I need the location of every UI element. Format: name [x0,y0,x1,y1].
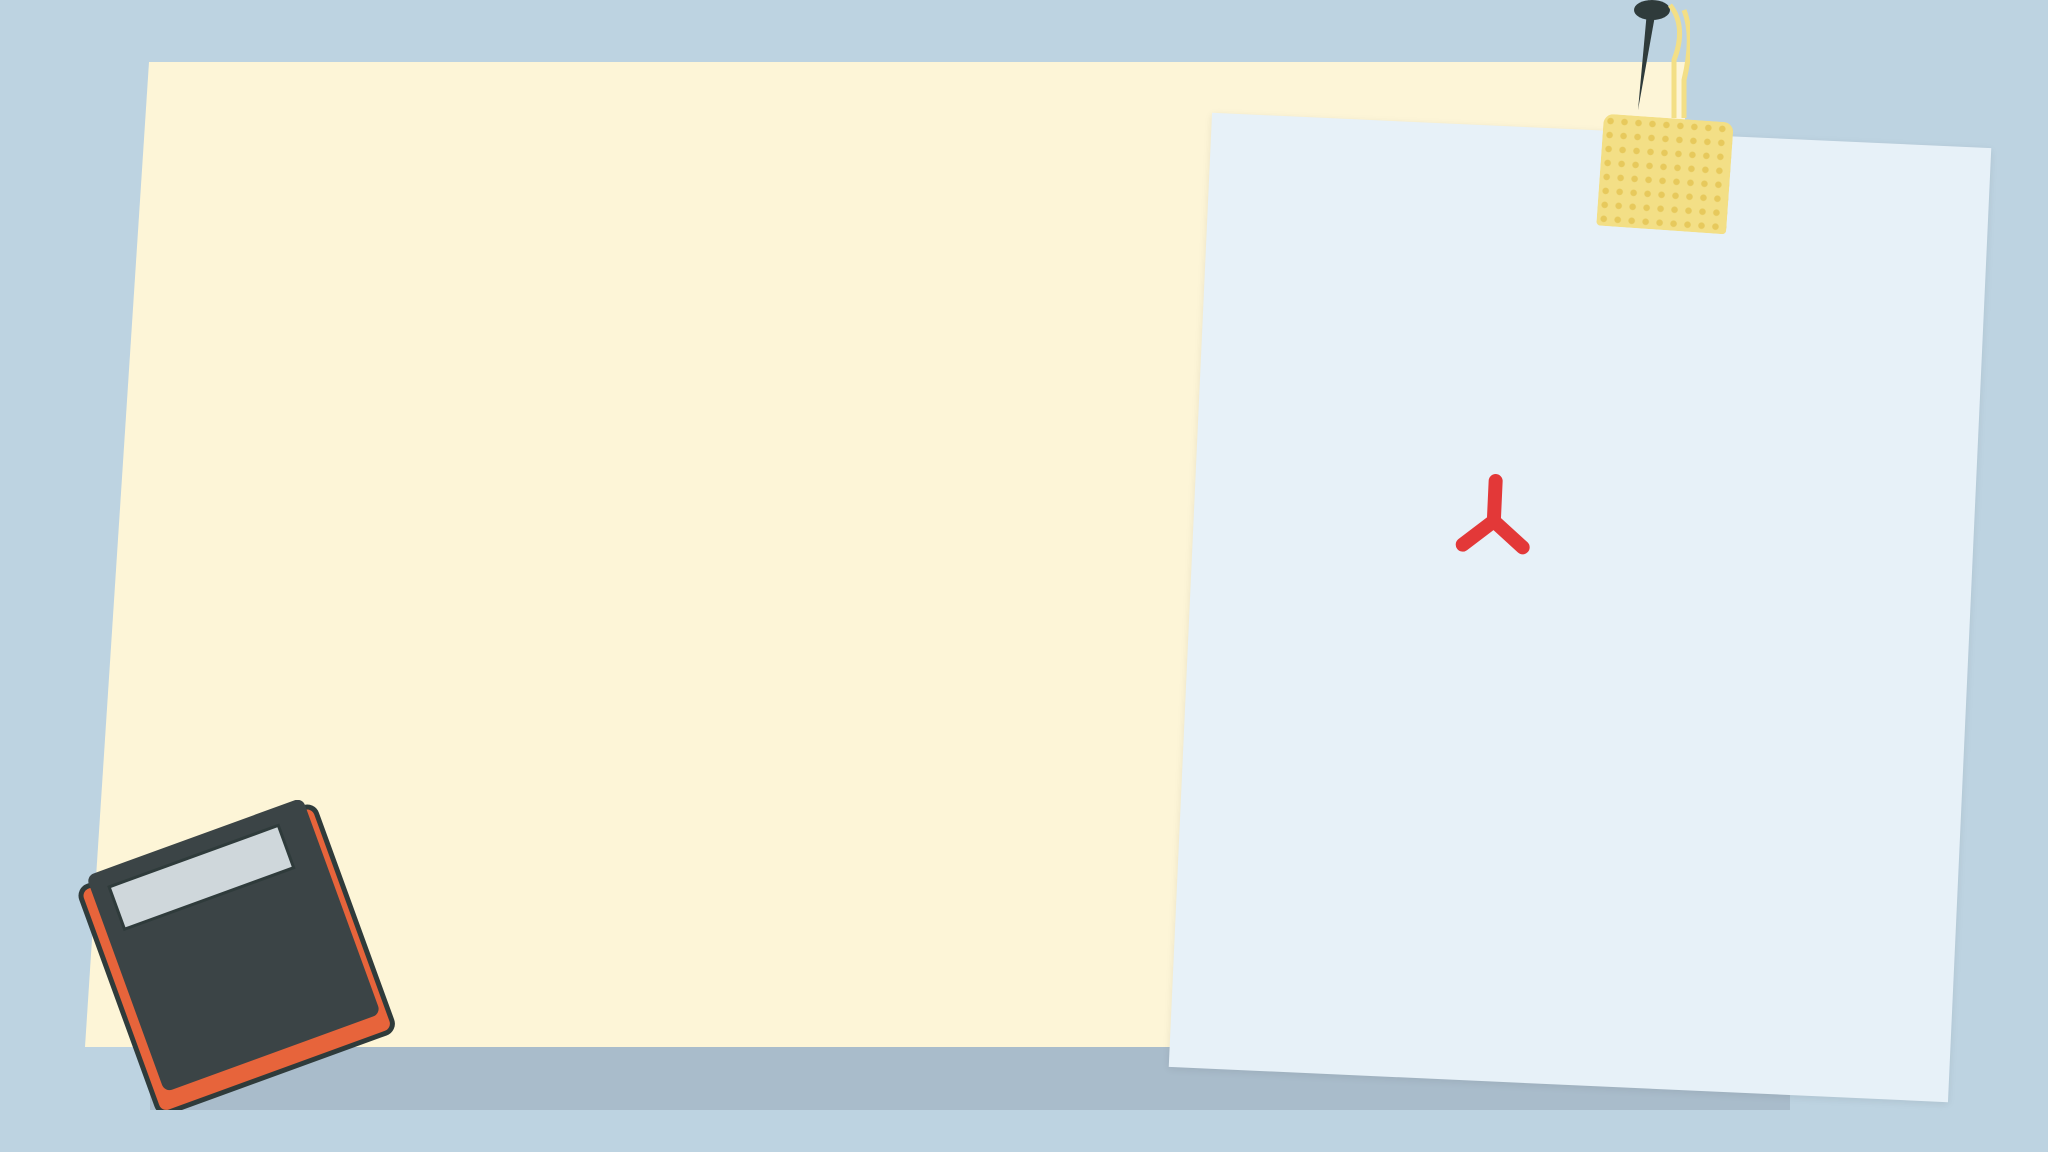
glycolysis-diagram [1169,113,1992,1102]
glycolysis-diagram-card [1169,113,1992,1102]
pushpin-icon [1630,0,1690,130]
binder-clip-ribbon [1596,114,1733,235]
split-arrow [1463,480,1526,548]
calculator-icon [70,800,400,1110]
